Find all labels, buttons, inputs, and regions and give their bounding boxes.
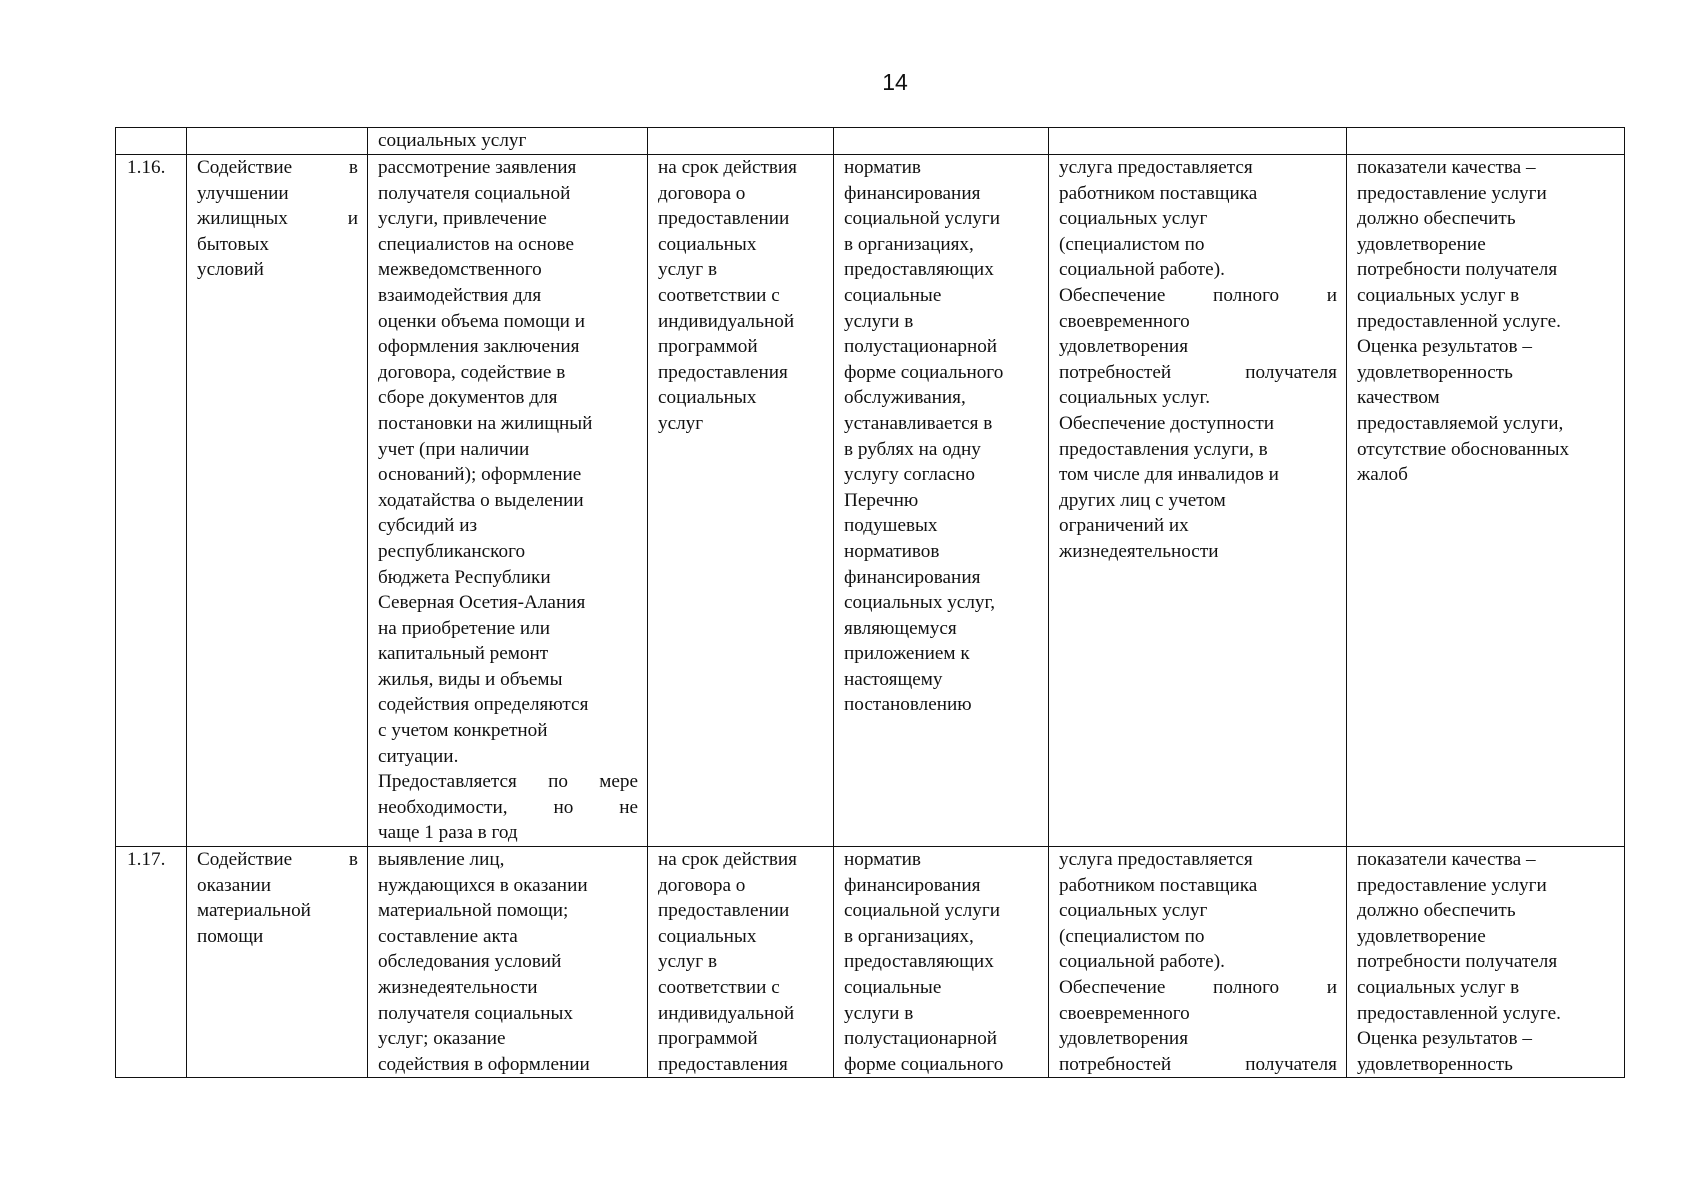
cell-service-conditions (1049, 847, 1347, 1078)
text-line: являющемуся (844, 617, 957, 639)
cell-service-name (187, 847, 368, 1078)
text-line: необходимости, но не (378, 796, 638, 818)
text-line: форме социального (844, 1053, 1004, 1075)
text-line: условий (197, 259, 264, 281)
text-line: сборе документов для (378, 387, 558, 409)
text-line: удовлетворенность (1357, 1053, 1513, 1075)
text-line: предоставленной услуге. (1357, 310, 1561, 332)
text-line: услуга предоставляется (1059, 849, 1253, 871)
text-line: норматив (844, 849, 921, 871)
text-line: предоставление услуги (1357, 182, 1547, 204)
text-line: должно обеспечить (1357, 900, 1516, 922)
cell-service-quality (1347, 128, 1625, 155)
text-line: жилищных и (197, 208, 358, 230)
text-line: бюджета Республики (378, 566, 551, 588)
cell-service-term (648, 155, 834, 847)
text-line: услуга предоставляется (1059, 157, 1253, 178)
text-line: (специалистом по (1059, 925, 1205, 947)
text-line: учет (при наличии (378, 438, 530, 460)
text-line: ограничений их (1059, 515, 1189, 537)
text-line: предоставляющих (844, 951, 994, 973)
text-line: удовлетворение (1357, 233, 1486, 255)
text-line: настоящему (844, 668, 943, 690)
text-line: полустационарной (844, 1028, 998, 1050)
table-row-continuation (116, 128, 1625, 155)
text-line: предоставления (658, 1053, 788, 1075)
text-line: обследования условий (378, 951, 562, 973)
cell-service-name (187, 155, 368, 847)
text-line: нормативов (844, 540, 940, 562)
text-line: услуг; оказание (378, 1028, 506, 1050)
text-line: социальных (658, 925, 757, 947)
text-line: чаще 1 раза в год (378, 822, 518, 844)
text-line: получателя социальных (378, 1002, 573, 1024)
text-line: Содействие в (197, 849, 358, 871)
text-line: бытовых (197, 233, 269, 255)
text-line: оценки объема помощи и (378, 310, 586, 332)
cell-service-norm (834, 155, 1049, 847)
text-line: социальной работе). (1059, 951, 1225, 973)
text-line: услуги в (844, 310, 914, 332)
text-line: нуждающихся в оказании (378, 874, 588, 896)
text-line: Предоставляется по мере (378, 771, 638, 793)
text-line: на срок действия (658, 157, 798, 178)
text-line: удовлетворения (1059, 1028, 1189, 1050)
text-line: капитальный ремонт (378, 643, 549, 665)
text-line: жалоб (1357, 464, 1408, 486)
text-line: в рублях на одну (844, 438, 981, 460)
text-line: постановлению (844, 694, 972, 716)
text-line: социальной услуги (844, 900, 1001, 922)
text-line: с учетом конкретной (378, 720, 548, 742)
cell-service-norm (834, 128, 1049, 155)
text-line: отсутствие обоснованных (1357, 438, 1570, 460)
text-line: помощи (197, 925, 264, 947)
text-line: качеством (1357, 387, 1440, 409)
text-line: соответствии с (658, 977, 780, 998)
text-line: в организациях, (844, 233, 974, 255)
text-line: договора, содействие в (378, 361, 566, 383)
text-line: социальных услуг в (1357, 284, 1520, 306)
text-line: предоставляемой услуги, (1357, 412, 1564, 434)
text-line: на приобретение или (378, 617, 551, 639)
text-line: социальные (844, 284, 942, 306)
text-line: социальных услуг в (1357, 977, 1520, 998)
text-line: специалистов на основе (378, 233, 574, 255)
text-line: индивидуальной (658, 1002, 795, 1024)
text-line: предоставленной услуге. (1357, 1002, 1561, 1024)
text-line: норматив (844, 157, 921, 178)
text-line: предоставление услуги (1357, 874, 1547, 896)
text-line: соответствии с (658, 284, 780, 306)
text-line: материальной (197, 900, 311, 922)
text-line: удовлетворение (1357, 925, 1486, 947)
text-line: удовлетворенность (1357, 361, 1513, 383)
text-line: на срок действия (658, 849, 798, 871)
cell-service-content (368, 847, 648, 1078)
text-line: социальной работе). (1059, 259, 1225, 281)
text-line: постановки на жилищный (378, 412, 593, 434)
text-line: работником поставщика (1059, 182, 1258, 204)
text-line: показатели качества – (1357, 849, 1536, 871)
text-line: услуги в (844, 1002, 914, 1024)
text-line: содействия в оформлении (378, 1053, 590, 1075)
cell-service-quality (1347, 155, 1625, 847)
text-line: услугу согласно (844, 464, 976, 486)
text-line: потребности получателя (1357, 259, 1558, 281)
text-line: Оценка результатов – (1357, 336, 1532, 358)
text-line: индивидуальной (658, 310, 795, 332)
text-line: выявление лиц, (378, 849, 505, 871)
text-line: социальной услуги (844, 208, 1001, 230)
text-line: предоставлении (658, 208, 790, 230)
text-line: предоставления (658, 361, 788, 383)
text-line: договора о (658, 182, 746, 204)
text-line: программой (658, 1028, 758, 1050)
text-line: Обеспечение полного и (1059, 284, 1337, 306)
text-line: других лиц с учетом (1059, 489, 1226, 511)
text-line: приложением к (844, 643, 970, 665)
text-line: социальные (844, 977, 942, 998)
text-line: ходатайства о выделении (378, 489, 584, 511)
text-line: жизнедеятельности (378, 977, 538, 998)
table-row (116, 155, 1625, 847)
cell-service-content (368, 155, 648, 847)
text-line: Обеспечение доступности (1059, 412, 1275, 434)
text-line: финансирования (844, 566, 981, 588)
text-line: социальных услуг (1059, 900, 1208, 922)
cell-number (116, 128, 187, 155)
text-line: составление акта (378, 925, 518, 947)
text-line: оказании (197, 874, 272, 896)
text-line: улучшении (197, 182, 289, 204)
text-line: обслуживания, (844, 387, 966, 409)
cell-service-term (648, 128, 834, 155)
text-line: в организациях, (844, 925, 974, 947)
text-line: предоставлении (658, 900, 790, 922)
text-line: Содействие в (197, 157, 358, 178)
text-line: Оценка результатов – (1357, 1028, 1532, 1050)
text-line: получателя социальной (378, 182, 571, 204)
text-line: своевременного (1059, 310, 1190, 332)
text-line: устанавливается в (844, 412, 993, 434)
page-number: 14 (882, 69, 908, 95)
text-line: полустационарной (844, 336, 998, 358)
text-line: предоставляющих (844, 259, 994, 281)
text-line: показатели качества – (1357, 157, 1536, 178)
text-line: потребностей получателя (1059, 361, 1337, 383)
cell-number: 1.17. (116, 847, 187, 1078)
cell-service-norm (834, 847, 1049, 1078)
text-line: потребностей получателя (1059, 1053, 1337, 1075)
text-line: финансирования (844, 874, 981, 896)
text-line: своевременного (1059, 1002, 1190, 1024)
text-line: Перечню (844, 489, 919, 511)
text-line: должно обеспечить (1357, 208, 1516, 230)
cell-service-conditions (1049, 128, 1347, 155)
text-line: предоставления услуги, в (1059, 438, 1268, 460)
text-line: договора о (658, 874, 746, 896)
text-line: форме социального (844, 361, 1004, 383)
text-line: Северная Осетия-Алания (378, 592, 586, 614)
text-line: работником поставщика (1059, 874, 1258, 896)
cell-service-quality (1347, 847, 1625, 1078)
text-line: услуг в (658, 259, 718, 281)
text-line: ситуации. (378, 745, 459, 767)
text-line: субсидий из (378, 515, 478, 537)
cell-service-content: социальных услуг (368, 128, 648, 155)
text-line: республиканского (378, 540, 526, 562)
text-line: услуг (658, 412, 704, 434)
text-line: подушевых (844, 515, 938, 537)
text-line: взаимодействия для (378, 284, 542, 306)
text-line: удовлетворения (1059, 336, 1189, 358)
text-line: межведомственного (378, 259, 542, 281)
table-row (116, 847, 1625, 1078)
text-line: жизнедеятельности (1059, 540, 1219, 562)
cell-service-term (648, 847, 834, 1078)
text-line: социальных услуг. (1059, 387, 1210, 409)
text-line: услуг в (658, 951, 718, 973)
text-line: социальных услуг, (844, 592, 995, 614)
text-line: услуги, привлечение (378, 208, 547, 230)
text-line: потребности получателя (1357, 951, 1558, 973)
text-line: социальных услуг (1059, 208, 1208, 230)
text-line: том числе для инвалидов и (1059, 464, 1279, 486)
cell-service-name (187, 128, 368, 155)
text-line: Обеспечение полного и (1059, 977, 1337, 998)
text-line: материальной помощи; (378, 900, 569, 922)
text-line: социальных (658, 233, 757, 255)
text-line: социальных (658, 387, 757, 409)
cell-number: 1.16. (116, 155, 187, 847)
text-line: оформления заключения (378, 336, 580, 358)
text-line: программой (658, 336, 758, 358)
text-line: рассмотрение заявления (378, 157, 577, 178)
text-line: содействия определяются (378, 694, 589, 716)
cell-service-conditions (1049, 155, 1347, 847)
text-line: финансирования (844, 182, 981, 204)
text-line: жилья, виды и объемы (378, 668, 563, 690)
text-line: (специалистом по (1059, 233, 1205, 255)
services-table (115, 127, 1625, 1078)
text-line: оснований); оформление (378, 464, 582, 486)
